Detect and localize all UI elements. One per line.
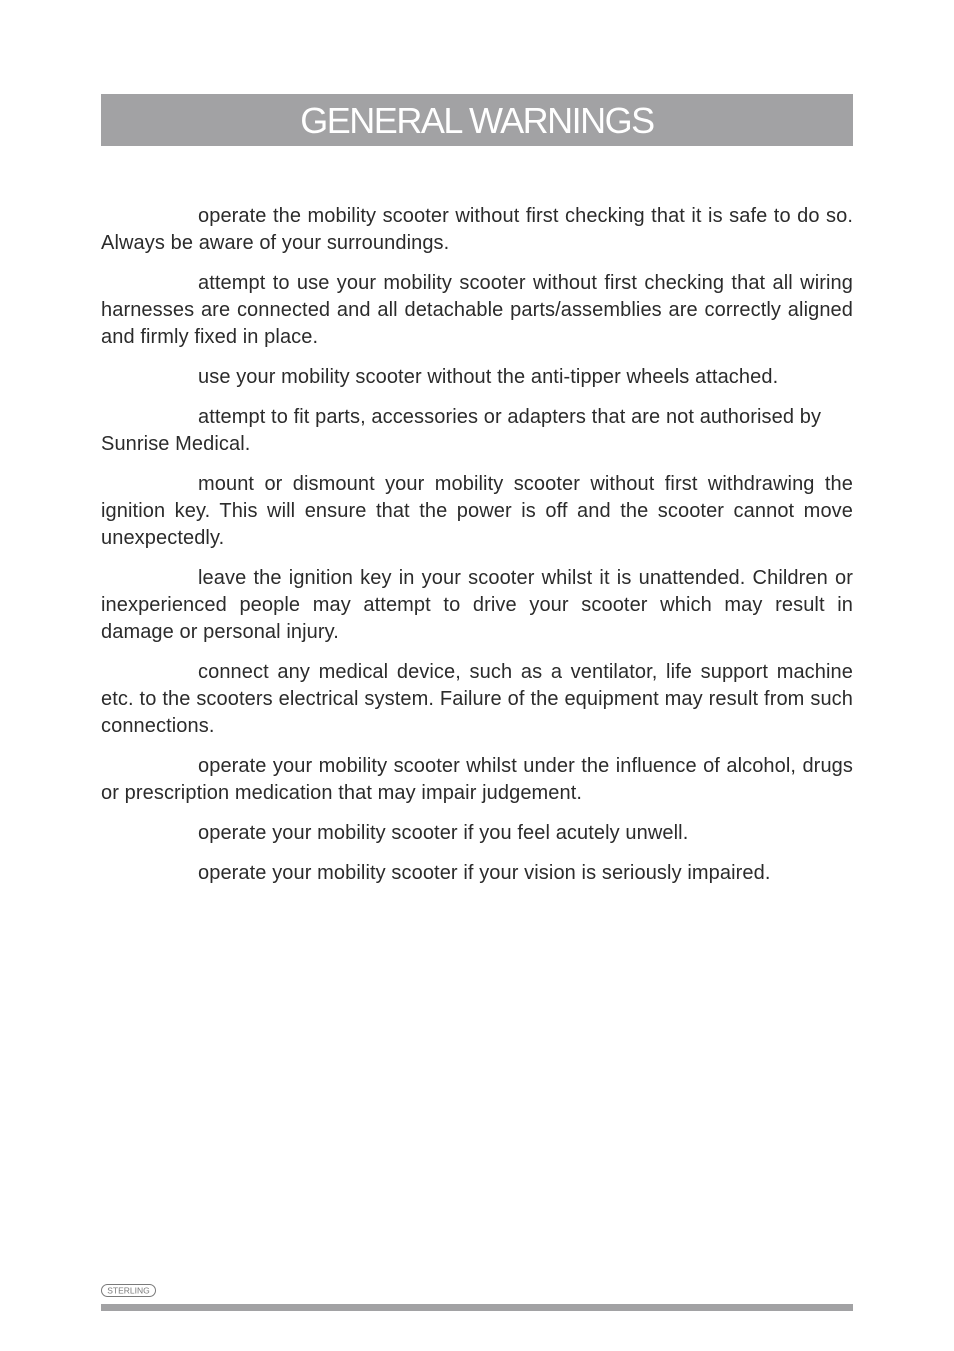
warnings-list bbox=[101, 203, 853, 900]
warning-item: attempt to fit parts, accessories or adapters that are not authorised by Sunrise Medical. bbox=[101, 406, 822, 455]
sterling-logo bbox=[101, 1284, 156, 1297]
warning-item: connect any medical device, such as a ventilator, life support machine etc. to the scooters electrical system. Failure of the equipment may result from such connections. bbox=[101, 661, 853, 737]
warning-item: operate the mobility scooter without first checking that it is safe to do so. Always be aware of your surroundings. bbox=[101, 205, 853, 254]
warning-item: attempt to use your mobility scooter without first checking that all wiring harnesses are connected and all detachable parts/assemblies are correctly aligned and firmly fixed in place. bbox=[101, 272, 853, 348]
title-banner bbox=[101, 94, 853, 146]
warning-item: operate your mobility scooter if your vision is seriously impaired. bbox=[198, 862, 771, 884]
warning-item: mount or dismount your mobility scooter without first withdrawing the ignition key. This will ensure that the power is off and the scooter cannot move unexpectedly. bbox=[101, 473, 853, 549]
warning-item: use your mobility scooter without the anti-tipper wheels attached. bbox=[198, 366, 779, 388]
footer-rule bbox=[101, 1304, 853, 1311]
warning-item: leave the ignition key in your scooter whilst it is unattended. Children or inexperienced people may attempt to drive your scooter which may result in damage or personal injury. bbox=[101, 567, 853, 643]
warning-item: operate your mobility scooter if you feel acutely unwell. bbox=[198, 822, 689, 844]
page-title: GENERAL WARNINGS bbox=[300, 100, 654, 141]
warning-item: operate your mobility scooter whilst under the influence of alcohol, drugs or prescription medication that may impair judgement. bbox=[101, 755, 853, 804]
logo-text: STERLING bbox=[107, 1285, 150, 1296]
